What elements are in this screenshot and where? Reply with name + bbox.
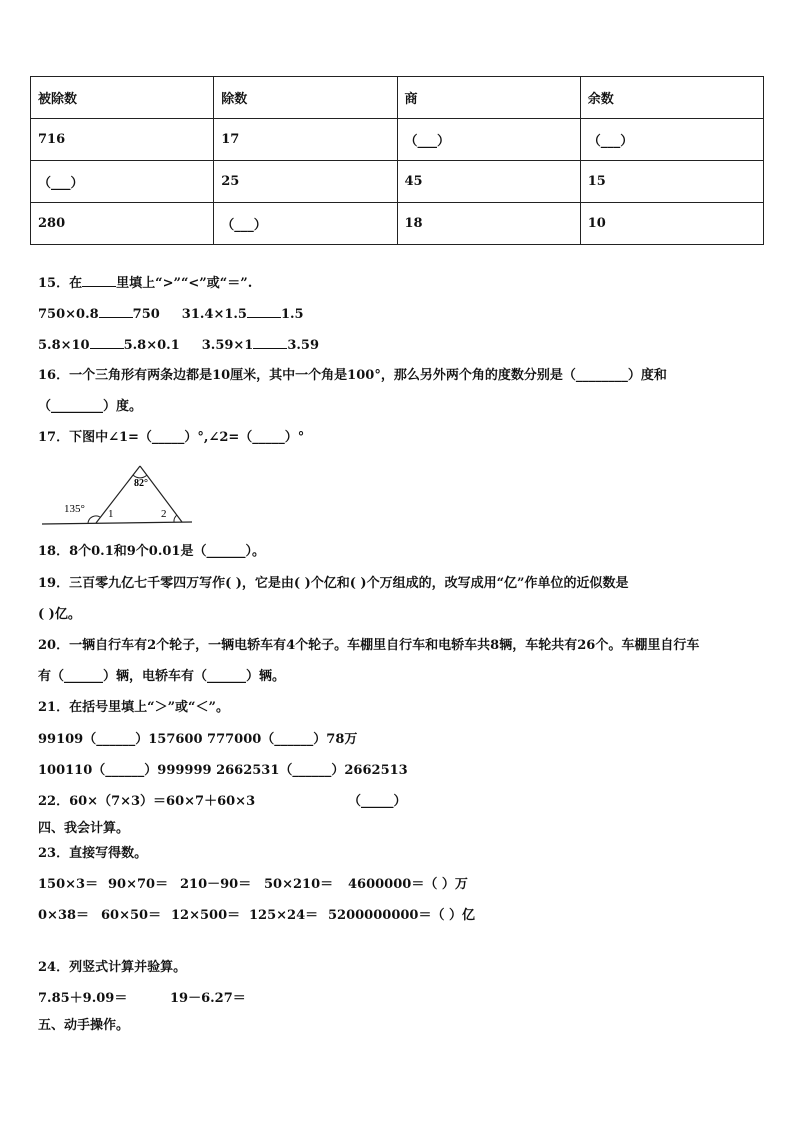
table-cell-blank[interactable]: （___） [214, 203, 397, 245]
ext-angle-label: 135° [64, 503, 85, 515]
q15-blank[interactable] [99, 305, 133, 318]
q18-line: 18．8个0.1和9个0.01是（______）。 [38, 544, 265, 559]
table-cell: 10 [580, 203, 763, 245]
q15-expr: 5.8×10 [38, 338, 90, 353]
q16-line2: （________）度。 [38, 399, 143, 414]
triangle-left-side [96, 466, 140, 523]
q23-item: 125×24＝ [249, 908, 319, 923]
q20-line1: 20．一辆自行车有2个轮子，一辆电轿车有4个轮子。车棚里自行车和电轿车共8辆，车轮共有26个。车棚里自行车 [38, 638, 700, 653]
q21-row1: 99109（______）157600 777000（______）78万 [38, 732, 358, 747]
q15-expr: 750×0.8 [38, 307, 99, 322]
table-cell: 45 [397, 161, 580, 203]
q15-stem [38, 274, 252, 292]
q16-line1: 16．一个三角形有两条边都是10厘米，其中一个角是100°，那么另外两个角的度数分别是（________）度和 [38, 368, 667, 383]
baseline [42, 522, 192, 524]
q19-line1: 19．三百零九亿七千零四万写作( )，它是由( )个亿和( )个万组成的，改写成用“亿”作单位的近似数是 [38, 576, 629, 591]
table-header-cell: 商 [397, 77, 580, 119]
q15-row2 [38, 336, 319, 354]
table-cell: 15 [580, 161, 763, 203]
q23-stem: 23．直接写得数。 [38, 846, 148, 861]
angle2-label: 2 [161, 508, 167, 520]
table-cell: 716 [31, 119, 214, 161]
q23-item: 150×3＝ [38, 877, 99, 892]
top-angle-label: 82° [134, 478, 148, 489]
q24-item: 19－6.27＝ [170, 991, 246, 1006]
q20-line2: 有（______）辆，电轿车有（______）辆。 [38, 669, 286, 684]
table-cell: 25 [214, 161, 397, 203]
q24-item: 7.85＋9.09＝ [38, 991, 128, 1006]
q15-blank[interactable] [82, 274, 116, 287]
q15-blank[interactable] [247, 305, 281, 318]
table-row [31, 203, 764, 245]
q23-item: 12×500＝ [171, 908, 241, 923]
q17-stem: 17．下图中∠1=（_____）°,∠2=（_____）° [38, 430, 305, 445]
q15-expr: 3.59×1 [201, 338, 254, 353]
triangle-figure [40, 460, 200, 530]
q23-item: 90×70＝ [108, 877, 169, 892]
table-header-row [31, 77, 764, 119]
q21-row2: 100110（______）999999 2662531（______）2662513 [38, 763, 408, 778]
q15-expr: 1.5 [280, 307, 304, 322]
division-table [30, 76, 764, 245]
angle1-label: 1 [108, 508, 114, 520]
table-cell: 18 [397, 203, 580, 245]
q21-stem: 21．在括号里填上“＞”或“＜”。 [38, 700, 230, 715]
q15-blank[interactable] [253, 336, 287, 349]
q22-judge-blank[interactable]: （_____） [348, 794, 407, 809]
q22-stem: 22．60×（7×3）＝60×7＋60×3 [38, 794, 256, 809]
section-five-heading: 五、动手操作。 [38, 1018, 130, 1033]
q23-item: 0×38＝ [38, 908, 90, 923]
q15-expr: 3.59 [287, 338, 320, 353]
q15-stem-a: 15．在 [38, 276, 83, 291]
angle2-arc [174, 515, 177, 522]
q15-blank[interactable] [90, 336, 124, 349]
q23-item: 210－90＝ [180, 877, 252, 892]
q23-item: 50×210＝ [264, 877, 334, 892]
table-cell: 17 [214, 119, 397, 161]
table-cell-blank[interactable]: （___） [397, 119, 580, 161]
q15-expr: 31.4×1.5 [181, 307, 247, 322]
q15-stem-b: 里填上“>”“<”或“＝”. [116, 276, 253, 291]
q15-expr: 750 [132, 307, 160, 322]
q23-item: 5200000000＝（ ）亿 [328, 908, 475, 923]
table-row [31, 161, 764, 203]
q19-line2: ( )亿。 [38, 607, 81, 622]
table-row [31, 119, 764, 161]
q24-stem: 24．列竖式计算并验算。 [38, 960, 187, 975]
table-header-cell: 被除数 [31, 77, 214, 119]
table-cell-blank[interactable]: （___） [580, 119, 763, 161]
section-four-heading: 四、我会计算。 [38, 821, 130, 836]
q15-row1 [38, 305, 304, 323]
table-header-cell: 除数 [214, 77, 397, 119]
table-header-cell: 余数 [580, 77, 763, 119]
q23-item: 60×50＝ [101, 908, 162, 923]
table-cell-blank[interactable]: （___） [31, 161, 214, 203]
q23-item: 4600000＝（ ）万 [348, 877, 468, 892]
q15-expr: 5.8×0.1 [123, 338, 180, 353]
table-cell: 280 [31, 203, 214, 245]
